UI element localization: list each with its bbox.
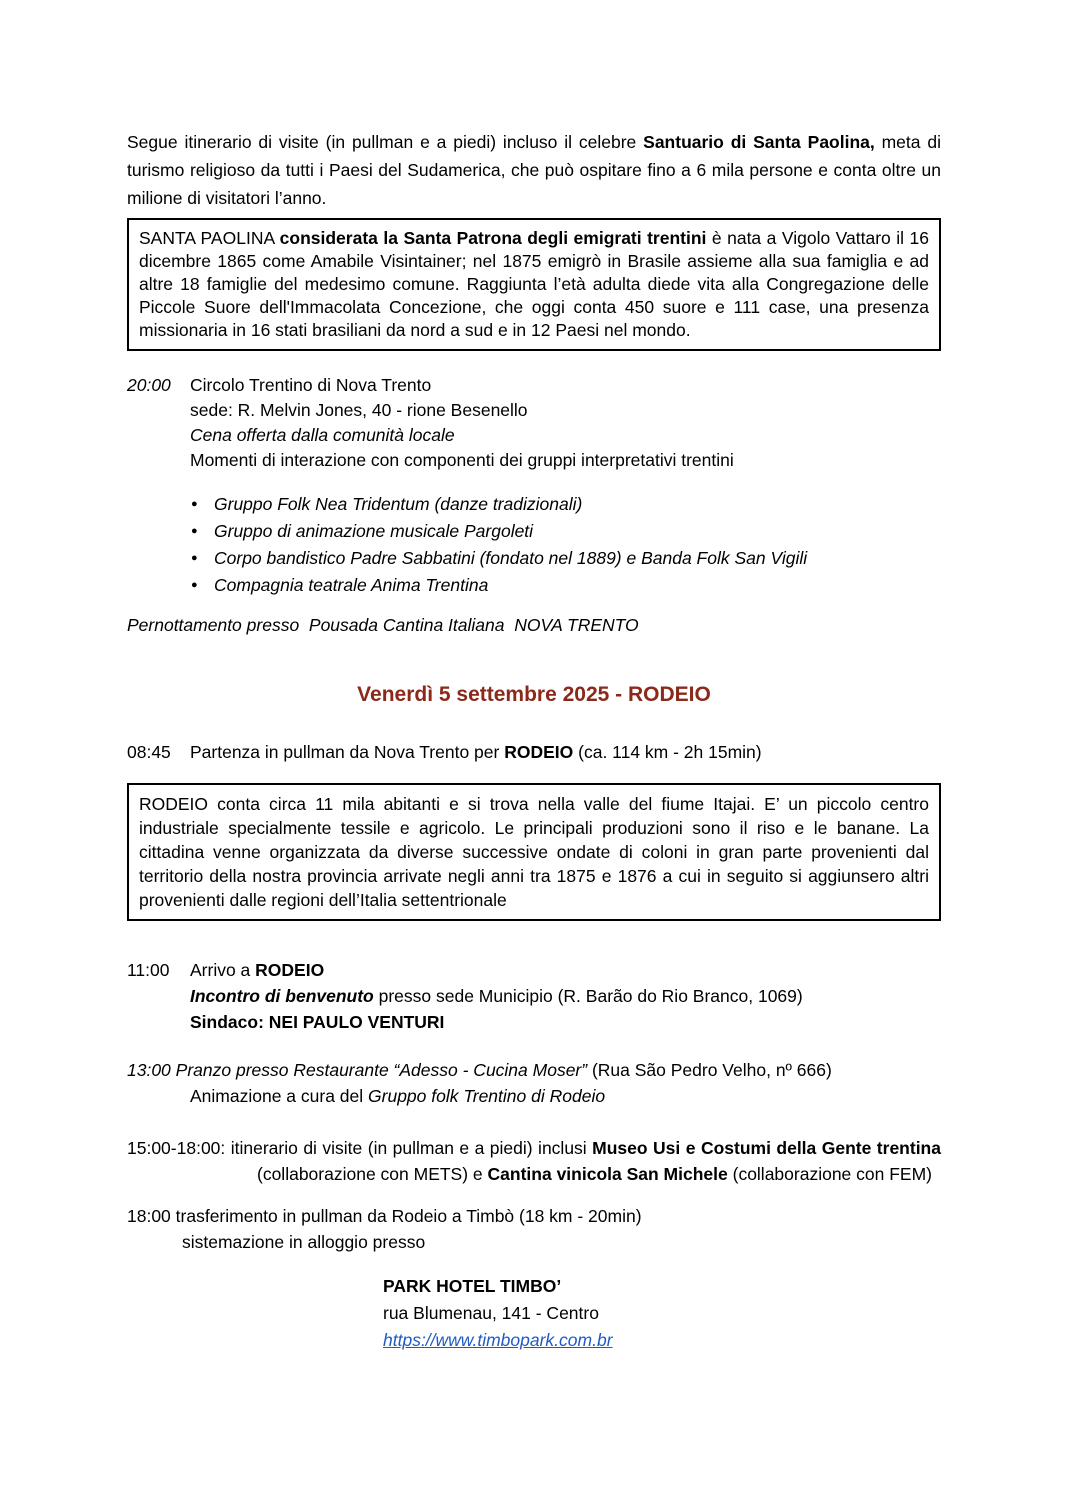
visits-row: 15:00-18:00: itinerario di visite (in pullman e a piedi) inclusi Museo Usi e Costumi della Gente trentina (collaborazione con METS) e Cantina vinicola San Michele (collaborazione con FEM)	[127, 1138, 941, 1184]
day-heading: Venerdì 5 settembre 2025 - RODEIO	[357, 683, 711, 706]
group-name: Compagnia teatrale Anima Trentina	[214, 575, 489, 595]
list-item	[127, 491, 941, 518]
hotel-website-link[interactable]: https://www.timbopark.com.br	[383, 1330, 613, 1350]
overnight-note: Pernottamento presso Pousada Cantina Italiana NOVA TRENTO	[127, 615, 639, 635]
schedule-line: Incontro di benvenuto presso sede Municipio (R. Barão do Rio Branco, 1069)	[190, 986, 803, 1006]
schedule-line: Sindaco: NEI PAULO VENTURI	[190, 1012, 445, 1032]
hotel-address: rua Blumenau, 141 - Centro	[383, 1303, 599, 1323]
schedule-line: sede: R. Melvin Jones, 40 - rione Besenello	[190, 400, 528, 420]
lunch-row	[127, 1057, 941, 1109]
bullet-icon: ●	[191, 498, 198, 510]
list-item	[127, 518, 941, 545]
hotel-block	[127, 1273, 941, 1354]
list-item	[127, 572, 941, 599]
schedule-line: Momenti di interazione con componenti dei gruppi interpretativi trentini	[190, 450, 734, 470]
group-name: Gruppo di animazione musicale Pargoleti	[214, 521, 534, 541]
time-label: 11:00	[127, 960, 170, 980]
evening-schedule-row	[127, 373, 941, 473]
schedule-line: Animazione a cura del Gruppo folk Trentino di Rodeio	[190, 1086, 606, 1106]
bullet-icon: ●	[191, 579, 198, 591]
rodeio-infobox: RODEIO conta circa 11 mila abitanti e si trova nella valle del fiume Itajai. E’ un piccolo centro industriale specialmente tessile e agricolo. Le principali produzioni sono il riso e le banane. La cittadina venne organizzata da diverse successive ondate di coloni in gran parte provenienti dal territorio della nostra provincia arrivate negli anni tra 1875 e 1876 a cui in seguito si aggiunsero altri provenienti dalle regioni dell’Italia settentrionale	[127, 783, 941, 921]
schedule-line: Cena offerta dalla comunità locale	[190, 425, 455, 445]
list-item	[127, 545, 941, 572]
schedule-line: 13:00 Pranzo presso Restaurante “Adesso - Cucina Moser” (Rua São Pedro Velho, nº 666)	[127, 1060, 832, 1080]
time-label: 08:45	[127, 742, 171, 762]
schedule-line: Circolo Trentino di Nova Trento	[190, 375, 432, 395]
schedule-line: Arrivo a RODEIO	[190, 960, 325, 980]
bullet-icon: ●	[191, 552, 198, 564]
group-name: Corpo bandistico Padre Sabbatini (fondato nel 1889) e Banda Folk San Vigili	[214, 548, 808, 568]
hotel-name: PARK HOTEL TIMBO’	[383, 1276, 562, 1296]
schedule-line: 18:00 trasferimento in pullman da Rodeio a Timbò (18 km - 20min)	[127, 1206, 642, 1226]
intro-paragraph: Segue itinerario di visite (in pullman e a piedi) incluso il celebre Santuario di Santa Paolina, meta di turismo religioso da tutti i Paesi del Sudamerica, che può ospitare fino a 6 mila persone e conta oltre un milione di visitatori l’anno.	[127, 132, 941, 208]
time-label: 20:00	[127, 375, 171, 395]
transfer-row	[127, 1203, 941, 1255]
bullet-icon: ●	[191, 525, 198, 537]
santa-paolina-infobox: SANTA PAOLINA considerata la Santa Patrona degli emigrati trentini è nata a Vigolo Vattaro il 16 dicembre 1865 come Amabile Visintainer; nel 1875 emigrò in Brasile assieme alla sua famiglia e ad altre 18 famiglie del medesimo comune. Raggiunta l’età adulta diede vita alla Congregazione delle Piccole Suore dell'Immacolata Concezione, che oggi conta 450 suore e 111 case, una presenza missionaria in 16 stati brasiliani da nord a sud e in 12 Paesi nel mondo.	[127, 218, 941, 351]
departure-row	[127, 740, 941, 765]
performance-groups-list	[127, 491, 941, 599]
page	[127, 0, 941, 1354]
group-name: Gruppo Folk Nea Tridentum (danze tradizionali)	[214, 494, 583, 514]
schedule-line: Partenza in pullman da Nova Trento per RODEIO (ca. 114 km - 2h 15min)	[190, 742, 762, 762]
schedule-line: sistemazione in alloggio presso	[182, 1232, 426, 1252]
arrival-row	[127, 957, 941, 1035]
